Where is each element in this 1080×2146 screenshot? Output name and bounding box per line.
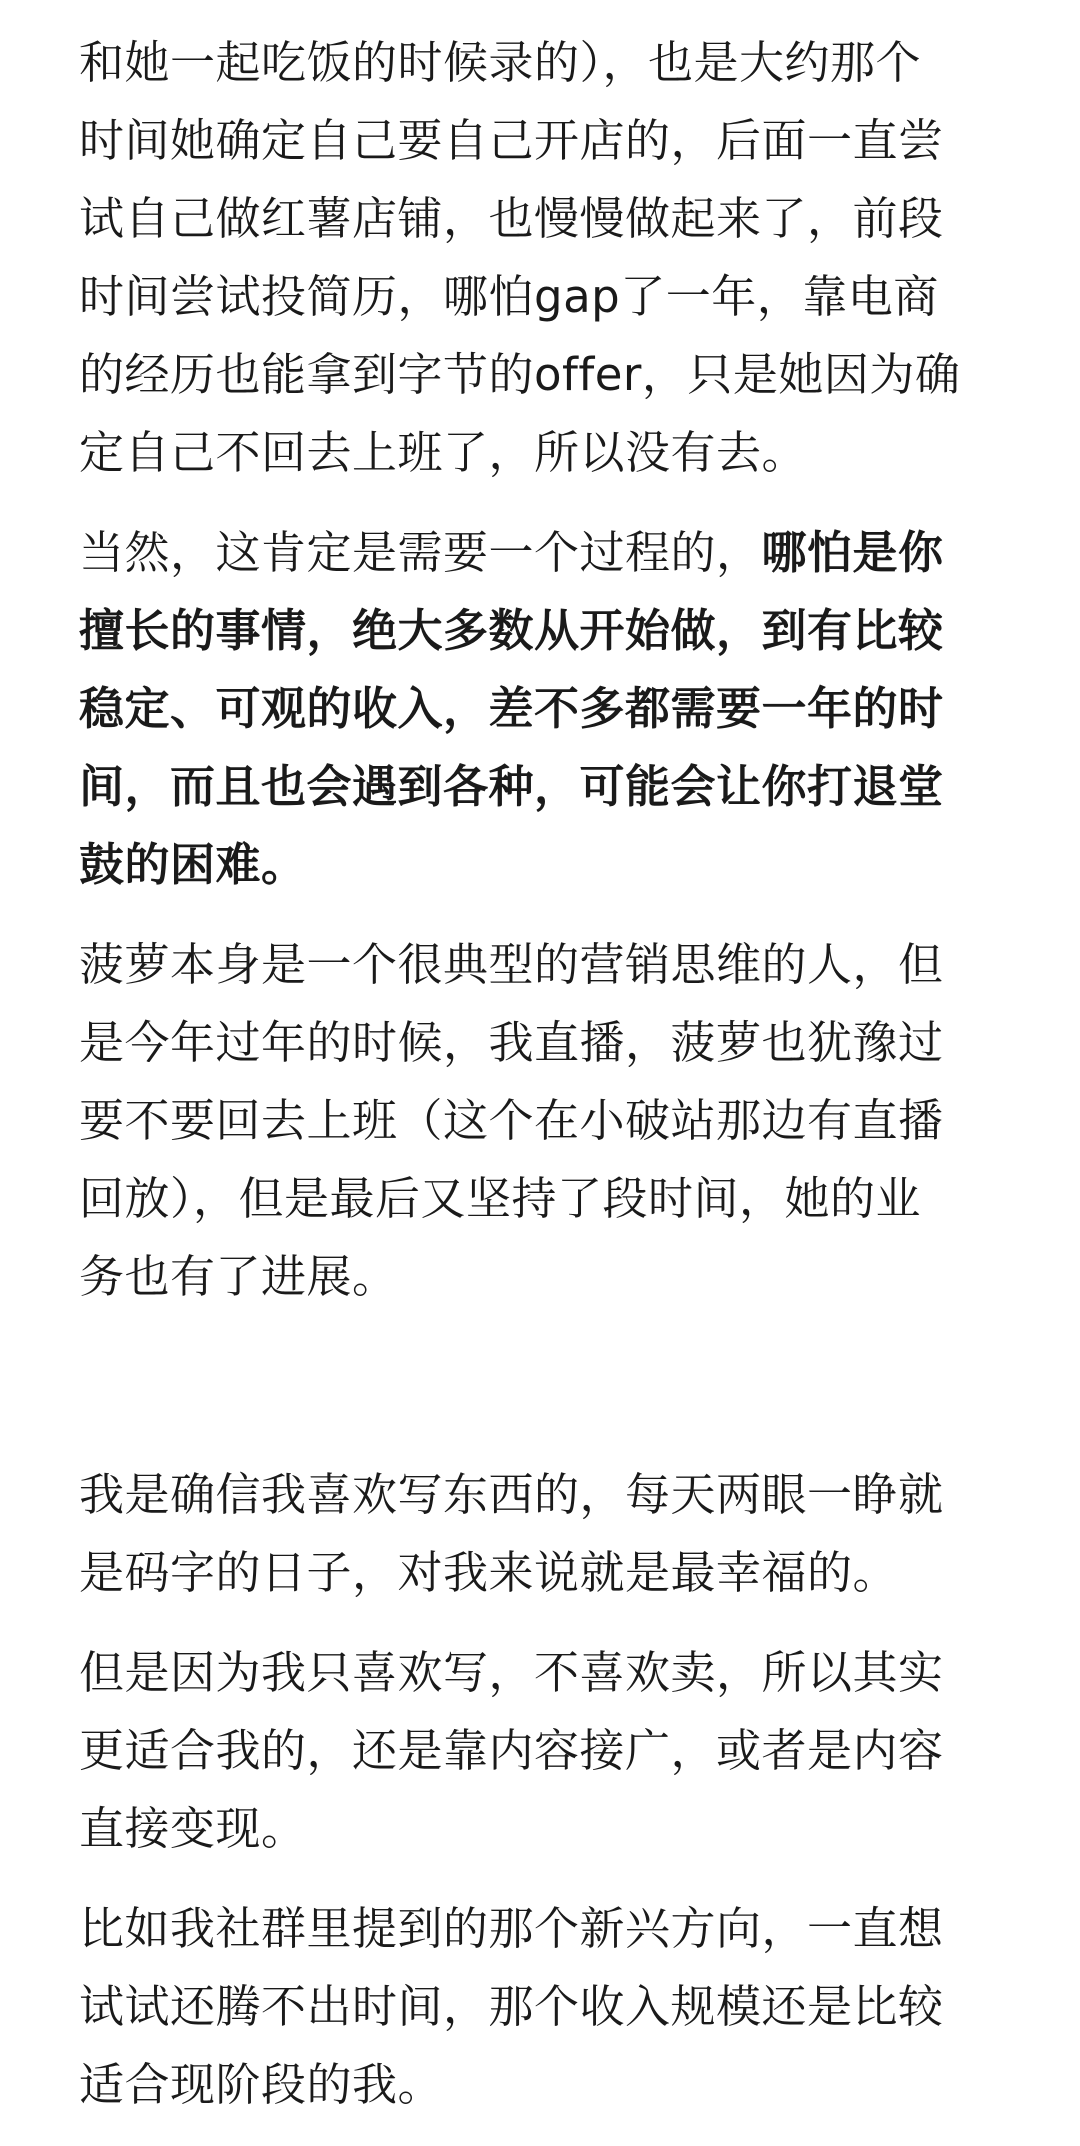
section-spacer xyxy=(79,1338,999,1456)
paragraph-1: 和她一起吃饭的时候录的），也是大约那个 时间她确定自己要自己开店的，后面一直尝 试自己做红薯店铺，也慢慢做起来了，前段 时间尝试投简历，哪怕gap了一年，靠电商 的经历也能拿到字节的offer，只是她因为确 定自己不回去上班了，所以没有去。 xyxy=(79,36,961,479)
paragraph-2-text: 当然，这肯定是需要一个过程的， xyxy=(79,526,762,579)
paragraph-6: 比如我社群里提到的那个新兴方向，一直想 试试还腾不出时间，那个收入规模还是比较 适合现阶段的我。 xyxy=(79,1902,944,2111)
paragraph-5: 但是因为我只喜欢写，不喜欢卖，所以其实 更适合我的，还是靠内容接广，或者是内容 直接变现。 xyxy=(79,1646,944,1855)
paragraph-2-bold-text: 哪怕是你 擅长的事情，绝大多数从开始做，到有比较 稳定、可观的收入，差不多都需要一年的时 间，而且也会遇到各种，可能会让你打退堂 鼓的困难。 xyxy=(79,526,944,891)
paragraph-2 xyxy=(79,514,999,904)
paragraph-4: 我是确信我喜欢写东西的，每天两眼一睁就 是码字的日子，对我来说就是最幸福的。 xyxy=(79,1468,944,1599)
paragraph-3: 菠萝本身是一个很典型的营销思维的人，但 是今年过年的时候，我直播，菠萝也犹豫过 要不要回去上班（这个在小破站那边有直播 回放），但是最后又坚持了段时间，她的业 务也有了进展。 xyxy=(79,938,944,1303)
article-body xyxy=(79,24,999,2146)
